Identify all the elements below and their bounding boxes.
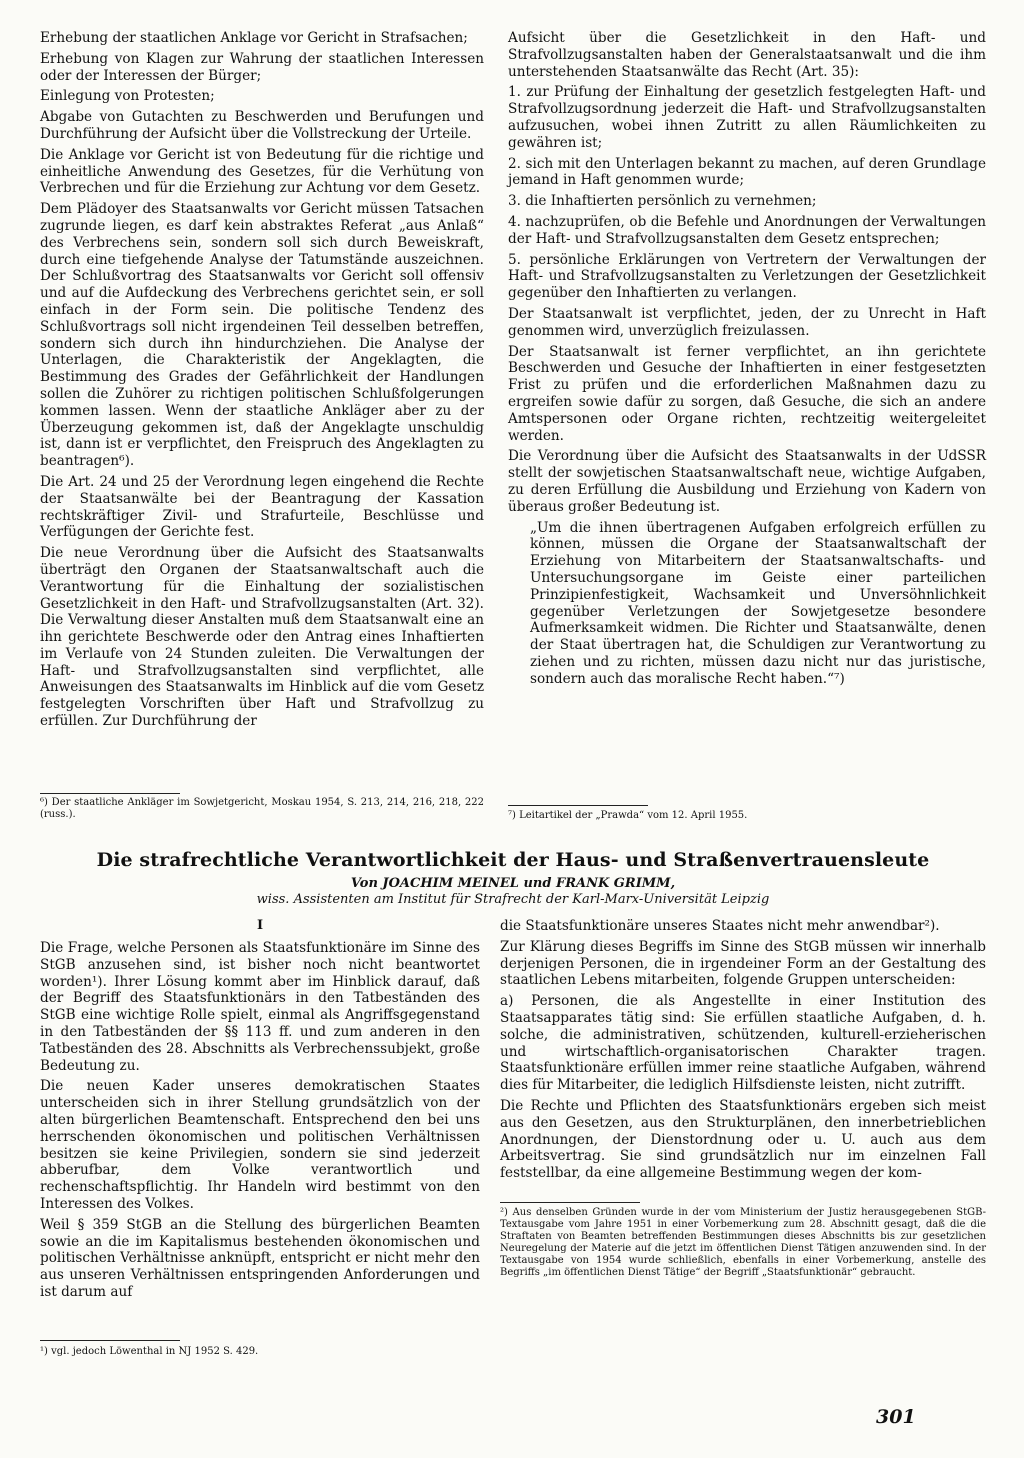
footnote-divider [40, 793, 180, 794]
paragraph: Erhebung der staatlichen Anklage vor Gericht in Strafsachen; [40, 30, 468, 46]
paragraph: Die Anklage vor Gericht ist von Bedeutung für die richtige und einheitliche Anwendung des Gesetzes, für die Verhütung von Verbrechen und für die Erziehung zur Achtung vor dem Gesetz. [40, 146, 484, 197]
paragraph: a) Personen, die als Angestellte in einer Institution des Staatsapparates tätig sind: Sie erfüllen staatliche Aufgaben, d. h. solche, die administrativen, schützenden, kulturell-erzieherischen und wirtschaftlich-organisatorischen Charakter tragen. Staatsfunktionäre erfüllen immer reine staatliche Aufgaben, während dies für Mitarbeiter, die lediglich Hilfsdienste leisten, nicht zutrifft. [500, 993, 986, 1094]
paragraph: Die Verordnung über die Aufsicht des Staatsanwalts in der UdSSR stellt der sowjetischen Staatsanwaltschaft neue, wichtige Aufgaben, zu deren Erfüllung die Ausbildung und Erziehung von Kadern von überaus großer Bedeutung ist. [508, 448, 986, 515]
column-top-left [40, 30, 484, 734]
footnote-divider [40, 1340, 180, 1341]
article-byline [40, 876, 986, 908]
paragraph: Erhebung von Klagen zur Wahrung der staatlichen Interessen oder der Interessen der Bürger; [40, 50, 484, 84]
article-affiliation: wiss. Assistenten am Institut für Strafrecht der Karl-Marx-Universität Leipzig [256, 892, 770, 907]
article-authors: Von JOACHIM MEINEL und FRANK GRIMM, [350, 876, 676, 891]
column-bottom-right [500, 918, 986, 1186]
list-item: 5. persönliche Erklärungen von Vertretern der Verwaltungen der Haft- und Strafvollzugsanstalten zu Verletzungen der Gesetzlichkeit gegenüber den Inhaftierten zu verlangen. [508, 251, 986, 302]
paragraph: Die Art. 24 und 25 der Verordnung legen eingehend die Rechte der Staatsanwälte bei der Beantragung der Kassation rechtskräftiger Zivil- und Strafurteile, Beschlüsse und Verfügungen der Gerichte fest. [40, 473, 484, 541]
paragraph: Zur Klärung dieses Begriffs im Sinne des StGB müssen wir innerhalb derjenigen Personen, die in irgendeiner Form an der Gestaltung des staatlichen Lebens mitarbeiten, folgende Gruppen unterscheiden: [500, 938, 986, 989]
paragraph: Der Staatsanwalt ist verpflichtet, jeden, der zu Unrecht in Haft genommen wird, unverzüglich freizulassen. [508, 305, 986, 339]
block-quote: „Um die ihnen übertragenen Aufgaben erfolgreich erfüllen zu können, müssen die Organe der Staatsanwaltschaft der Erziehung von Mitarbeitern der Staatsanwaltschafts- und Untersuchungsorgane im Geiste einer parteilichen Prinzipienfestigkeit, Wachsamkeit und Unversöhnlichkeit gegenüber Verletzungen der Sowjetgesetze besondere Aufmerksamkeit widmen. Die Richter und Staatsanwälte, denen der Staat übertragen hat, die Schuldigen zur Verantwortung zu ziehen und zu richten, müssen dazu nicht nur das juristische, sondern auch das moralische Recht haben.“⁷) [530, 519, 986, 687]
paragraph: Die Rechte und Pflichten des Staatsfunktionärs ergeben sich meist aus den Gesetzen, aus den Strukturplänen, den innerbetrieblichen Anordnungen, der Dienstordnung oder u. U. auch aus dem Arbeitsvertrag. Sie sind grundsätzlich nur im einzelnen Fall feststellbar, da eine allgemeine Bestimmung wegen der kom- [500, 1097, 986, 1182]
column-bottom-left [40, 940, 480, 1305]
list-item: 4. nachzuprüfen, ob die Befehle und Anordnungen der Verwaltungen der Haft- und Strafvollzugsanstalten dem Gesetz entsprechen; [508, 213, 986, 247]
paragraph: Die neue Verordnung über die Aufsicht des Staatsanwalts überträgt den Organen der Staatsanwaltschaft auch die Verantwortung für die Einhaltung der sozialistischen Gesetzlichkeit in den Haft- und Strafvollzugsanstalten (Art. 32). Die Verwaltung dieser Anstalten muß dem Staatsanwalt eine an ihn gerichtete Beschwerde oder den Antrag eines Inhaftierten im Verlaufe von 24 Stunden zuleiten. Die Verwaltungen der Haft- und Strafvollzugsanstalten sind verpflichtet, alle Anweisungen des Staatsanwalts im Hinblick auf die vom Gesetz festgelegten Vorschriften über Haft und Strafvollzug zu erfüllen. Zur Durchführung der [40, 545, 484, 730]
paragraph: Weil § 359 StGB an die Stellung des bürgerlichen Beamten sowie an die im Kapitalismus bestehenden ökonomischen und politischen Verhältnisse anknüpft, entspricht er nicht mehr den aus unseren Verhältnissen entspringenden Anforderungen und ist darum auf [40, 1216, 480, 1300]
footnote-6: ⁶) Der staatliche Ankläger im Sowjetgericht, Moskau 1954, S. 213, 214, 216, 218, 222 (russ.). [40, 797, 484, 820]
paragraph: Dem Plädoyer des Staatsanwalts vor Gericht müssen Tatsachen zugrunde liegen, es darf kein abstraktes Referat „aus Anlaß“ des Verbrechens sein, sondern soll sich durch Beweiskraft, durch eine tiefgehende Analyse der Tatumstände auszeichnen. Der Schlußvortrag des Staatsanwalts vor Gericht soll offensiv und auf die Aufdeckung des Verbrechens gerichtet sein, er soll einfach in der Form sein. Die politische Tendenz des Schlußvortrags soll nicht irgendeinen Teil desselben betreffen, sondern sich durch ihn hindurchziehen. Die Analyse der Unterlagen, die Charakteristik der Angeklagten, die Bestimmung des Grades der Gefährlichkeit der Handlungen sollen die Zuhörer zu richtigen politischen Schlußfolgerungen kommen lassen. Wenn der staatliche Ankläger aber zu der Überzeugung gekommen ist, daß der Angeklagte unschuldig ist, dann ist er verpflichtet, den Freispruch des Angeklagten zu beantragen⁶). [40, 201, 484, 470]
footnote-divider [508, 805, 648, 806]
footnote-2: ²) Aus denselben Gründen wurde in der vom Ministerium der Justiz herausgegebenen StGB-Textausgabe vom Jahre 1951 in einer Vorbemerkung zum 28. Abschnitt gesagt, daß die die Straftaten von Beamten betreffenden Bestimmungen dieses Abschnitts bis zur gesetzlichen Neuregelung der Materie auf die jetzt im öffentlichen Dienst Tätigen anzuwenden sind. In der Textausgabe von 1954 wurde schließlich, ebenfalls in einer Vorbemerkung, anstelle des Begriffs „im öffentlichen Dienst Tätige“ der Begriff „Staatsfunktionär“ gebraucht. [500, 1207, 986, 1278]
paragraph: Abgabe von Gutachten zu Beschwerden und Berufungen und Durchführung der Aufsicht über die Vollstreckung der Urteile. [40, 109, 484, 142]
paragraph: die Staatsfunktionäre unseres Staates nicht mehr anwendbar²). [500, 918, 940, 934]
footnote-divider [500, 1202, 640, 1203]
paragraph: Aufsicht über die Gesetzlichkeit in den Haft- und Strafvollzugsanstalten haben der Generalstaatsanwalt und die ihm unterstehenden Staatsanwälte das Recht (Art. 35): [508, 30, 986, 80]
footnote-7: ⁷) Leitartikel der „Prawda“ vom 12. April 1955. [508, 810, 748, 821]
list-item: 1. zur Prüfung der Einhaltung der gesetzlich festgelegten Haft- und Strafvollzugsordnung jederzeit die Haft- und Strafvollzugsanstalten aufzusuchen, wobei ihnen Zutritt zu allen Räumlichkeiten zu gewähren ist; [508, 84, 986, 151]
paragraph: Der Staatsanwalt ist ferner verpflichtet, an ihn gerichtete Beschwerden und Gesuche der Inhaftierten in einer festgesetzten Frist zu prüfen und die erforderlichen Maßnahmen dazu zu ergreifen sowie dafür zu sorgen, daß Gesuche, die sich an andere Amtspersonen oder Organe richten, rechtzeitig weitergeleitet werden. [508, 343, 986, 444]
paragraph: Die neuen Kader unseres demokratischen Staates unterscheiden sich in ihrer Stellung grundsätzlich von der alten bürgerlichen Beamtenschaft. Entsprechend den bei uns herrschenden ökonomischen und politischen Verhältnissen besitzen sie keine Privilegien, sondern sie sind jederzeit abberufbar, dem Volke verantwortlich und rechenschaftspflichtig. Ihr Handeln wird bestimmt von den Interessen des Volkes. [40, 1078, 480, 1212]
column-top-right [508, 30, 986, 691]
footnote-1: ¹) vgl. jedoch Löwenthal in NJ 1952 S. 429. [40, 1346, 259, 1357]
section-number: I [256, 918, 264, 933]
list-item: 3. die Inhaftierten persönlich zu vernehmen; [508, 193, 817, 210]
paragraph: Die Frage, welche Personen als Staatsfunktionäre im Sinne des StGB anzusehen sind, ist bisher noch nicht beantwortet worden¹). Ihrer Lösung kommt aber im Hinblick darauf, daß der Begriff des Staatsfunktionärs in den Tatbeständen des StGB eine wichtige Rolle spielt, einmal als Angriffsgegenstand in den Tatbeständen der §§ 113 ff. und zum anderen in den Tatbeständen des 28. Abschnitts als Verbrechenssubjekt, große Bedeutung zu. [40, 940, 480, 1074]
article-title: Die strafrechtliche Verantwortlichkeit der Haus- und Straßenvertrauensleute [96, 849, 930, 871]
list-item: 2. sich mit den Unterlagen bekannt zu machen, auf deren Grundlage jemand in Haft genommen wurde; [508, 155, 986, 189]
page-number: 301 [876, 1406, 916, 1428]
paragraph: Einlegung von Protesten; [40, 88, 215, 105]
